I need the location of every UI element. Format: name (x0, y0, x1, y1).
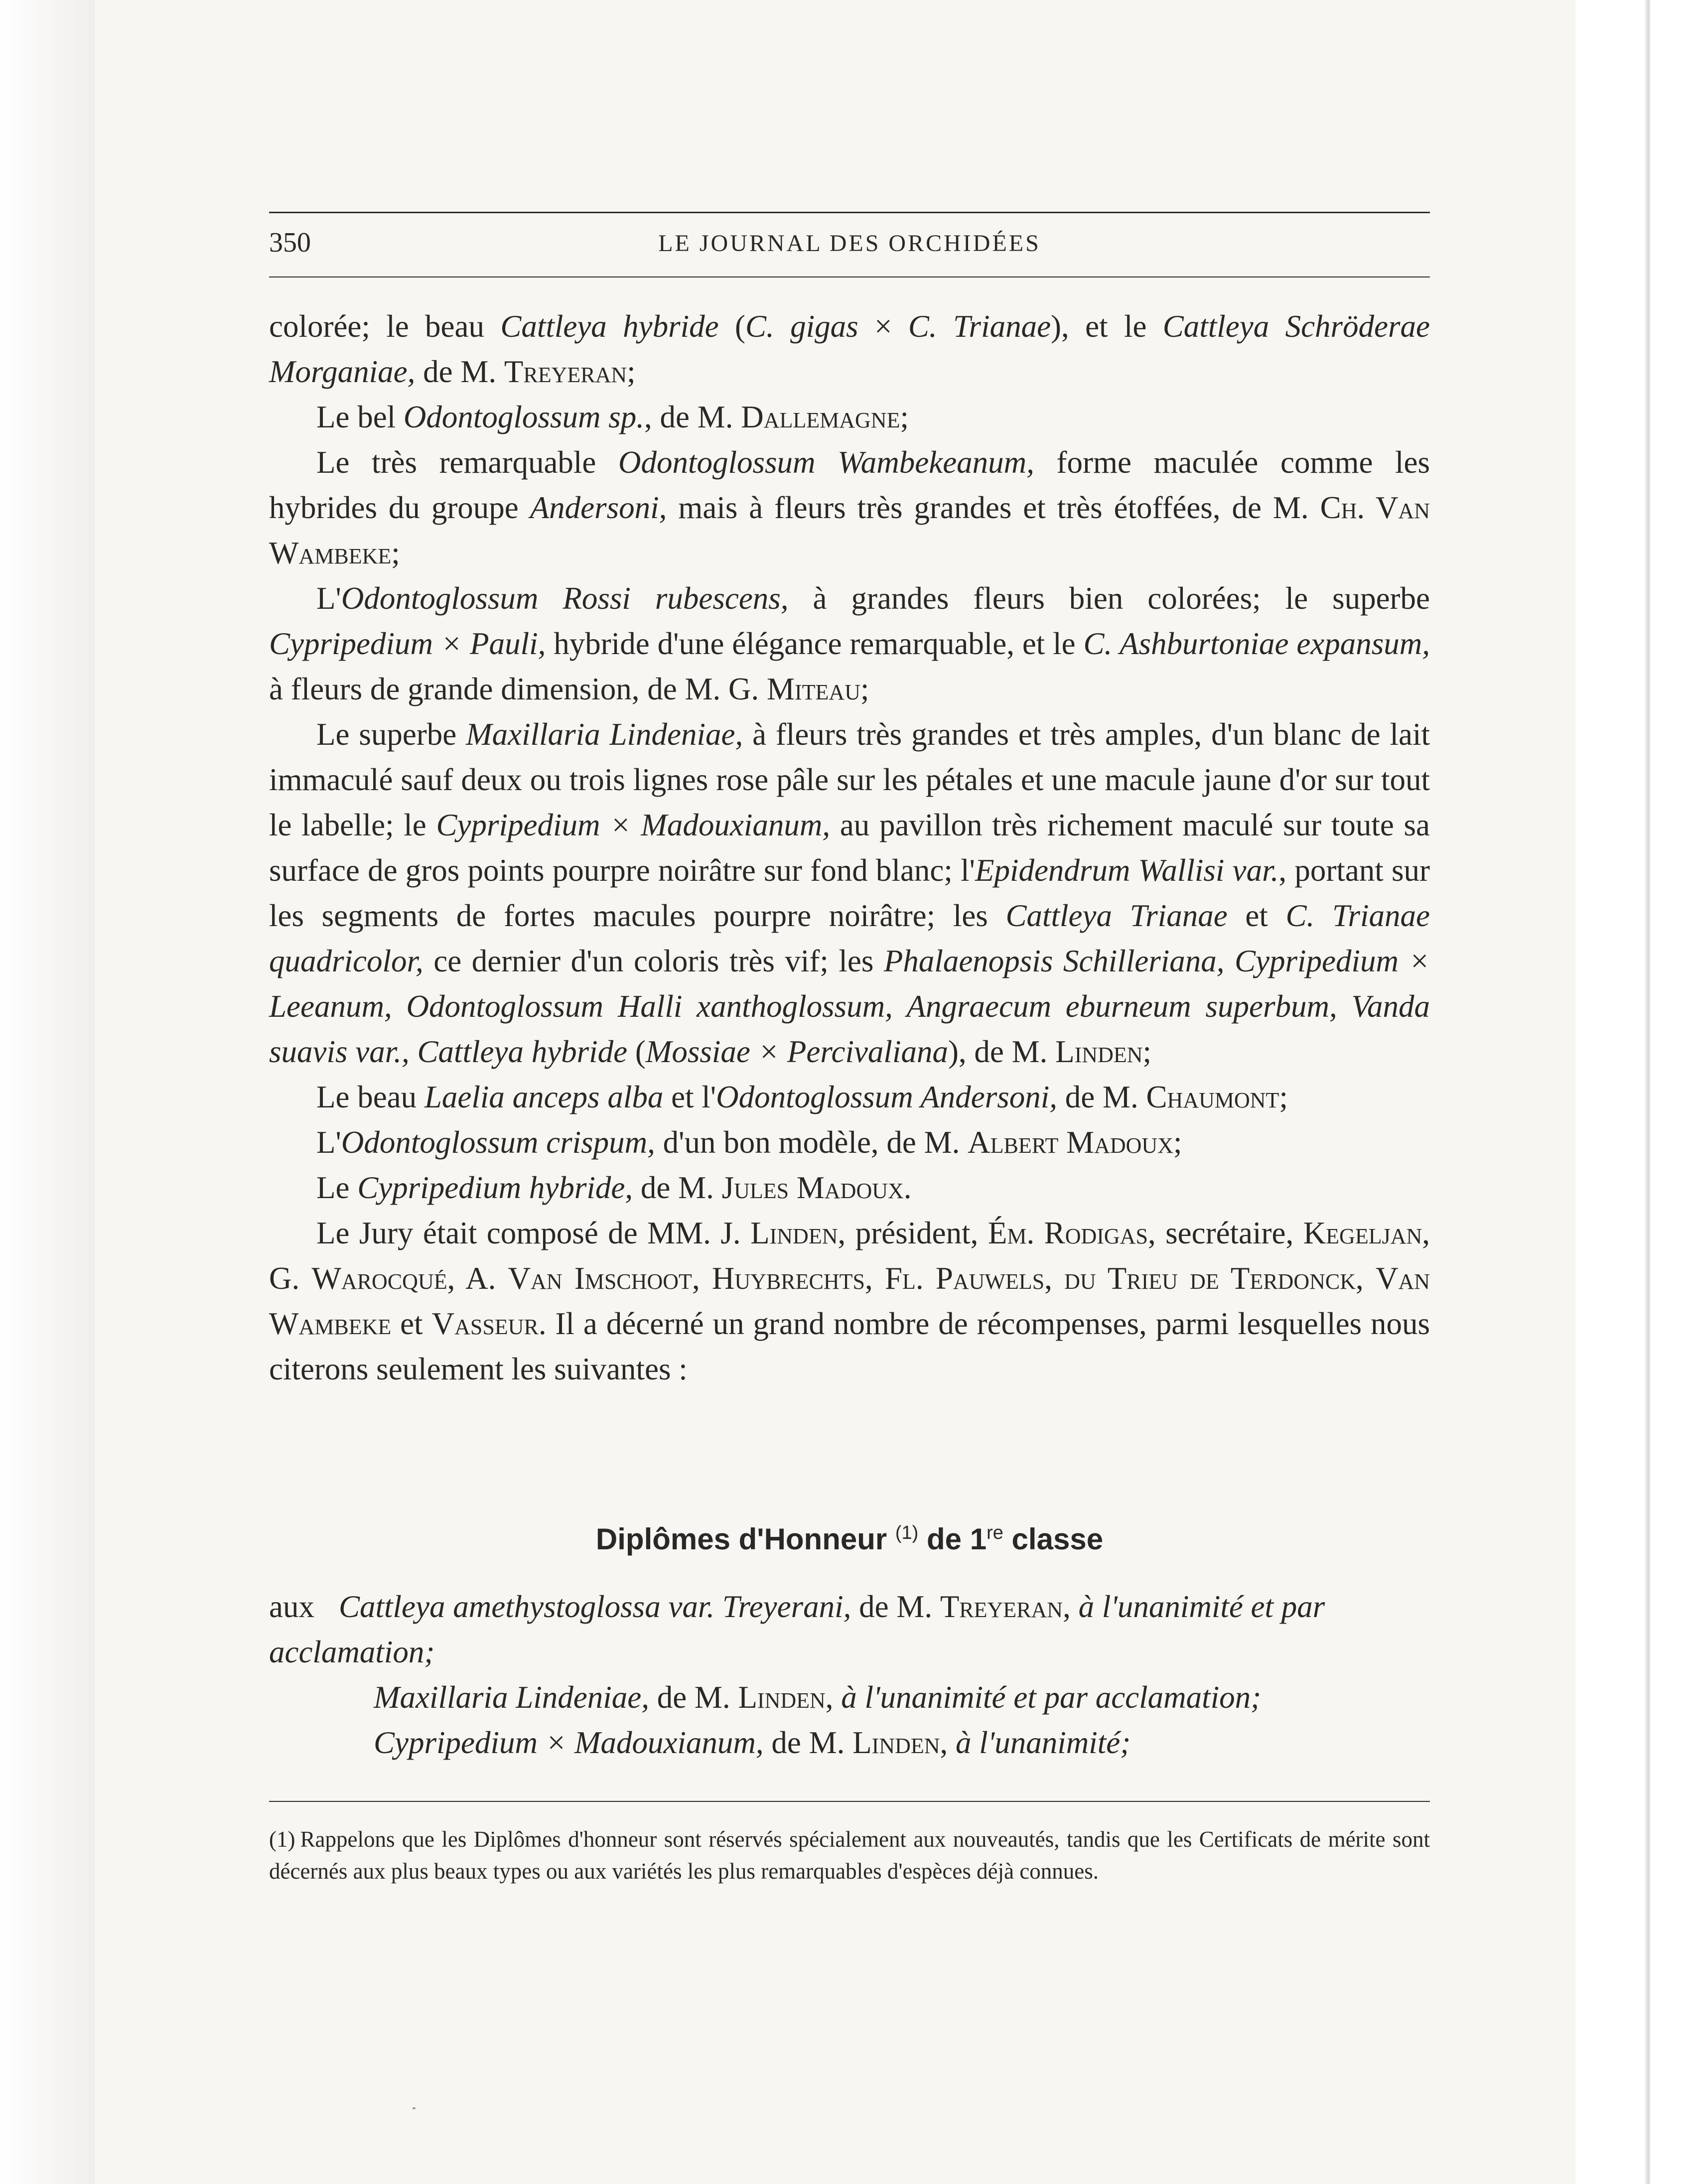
jury-name: Kegeljan (1303, 1216, 1422, 1250)
paragraph-6 (269, 1075, 1430, 1120)
species-name: Mossiae × Percivaliana (645, 1034, 948, 1069)
text: ), de M. (948, 1034, 1056, 1069)
text: , secrétaire, (1147, 1216, 1303, 1250)
page-number: 350 (269, 227, 311, 258)
species-name: Odontoglossum Andersoni, (716, 1080, 1058, 1114)
species-name: C. Trianae (908, 309, 1051, 344)
exhibitor-name: Jules Madoux (721, 1170, 904, 1205)
text: . (903, 1170, 912, 1205)
jury-name: du Trieu de Terdonck (1064, 1261, 1356, 1296)
running-head (269, 227, 1430, 262)
award-note: à l'unanimité et par acclamation; (841, 1680, 1262, 1715)
jury-name: Van Wambeke (269, 1261, 1430, 1341)
exhibitor-name: Chaumont (1146, 1080, 1279, 1114)
text: au pavillon très richement maculé sur toute sa surface de gros points pourpre noirâtre sur fond blanc; l' (269, 808, 1430, 888)
species-name: Maxillaria Lindeniae, (374, 1680, 649, 1715)
species-name: C. Trianae quadricolor, (269, 898, 1430, 978)
species-name: Cattleya amethystoglossa var. Treyerani, (339, 1589, 851, 1624)
species-name: Epidendrum Wallisi var. (975, 853, 1279, 888)
jury-name: Warocqué (311, 1261, 447, 1296)
scan-speck (413, 2107, 416, 2109)
text: , (1063, 1589, 1079, 1624)
species-name: Cypripedium × Madouxianum, (374, 1725, 764, 1760)
awards-list (269, 1584, 1430, 1766)
text: Le très remarquable (316, 445, 618, 480)
exhibitor-name: Linden (852, 1725, 940, 1760)
text: , (692, 1261, 712, 1296)
species-name: Odontoglossum Rossi rubescens, (341, 581, 789, 616)
award-note: à l'unanimité; (956, 1725, 1131, 1760)
species-name: C. Ashburtoniae expansum, (1083, 626, 1430, 661)
exhibitor-name: Linden (738, 1680, 826, 1715)
species-name: Cattleya hybride (500, 309, 719, 344)
exhibitor-name: Miteau (767, 672, 860, 706)
text: à fleurs de grande dimension, de M. G. (269, 672, 767, 706)
exhibitor-name: Treyeran (940, 1589, 1063, 1624)
article-body (269, 304, 1430, 1392)
text: ce dernier d'un coloris très vif; les (423, 944, 884, 978)
text: à grandes fleurs bien colorées; le superbe (788, 581, 1430, 616)
text: ; (860, 672, 869, 706)
text: d'un bon modèle, de M. (655, 1125, 968, 1160)
section-heading (269, 1522, 1430, 1556)
text: et l' (663, 1080, 716, 1114)
text: L' (316, 581, 341, 616)
paragraph-3 (269, 440, 1430, 576)
scan-margin-left (0, 0, 95, 2184)
species-name: Cypripedium × Pauli, (269, 626, 546, 661)
header-bottom-rule (269, 276, 1430, 277)
text: , (825, 1680, 842, 1715)
exhibitor-name: Albert Madoux (968, 1125, 1173, 1160)
scan-margin-right (1575, 0, 1690, 2184)
text: , A. (447, 1261, 508, 1296)
heading-text: Diplômes d'Honneur (595, 1522, 895, 1556)
award-lead: aux (269, 1589, 314, 1624)
text: mais à fleurs très grandes et très étoffées, de M. (667, 490, 1320, 525)
text: × (858, 309, 908, 344)
heading-ordinal: re (986, 1522, 1003, 1543)
species-name: Odontoglossum Wambekeanum, (618, 445, 1034, 480)
text: , (1044, 1261, 1065, 1296)
text: ; (1173, 1125, 1182, 1160)
award-entry (269, 1720, 1430, 1766)
jury-name: Vasseur (431, 1306, 539, 1341)
text: , de M. (644, 400, 741, 434)
text: , (940, 1725, 956, 1760)
text: ; (627, 354, 636, 389)
text: , G. (269, 1216, 1430, 1296)
text: de M. (415, 354, 504, 389)
text: et (391, 1306, 432, 1341)
jury-name: l. Pauwels (902, 1261, 1045, 1296)
exhibitor-name: Dallemagne (741, 400, 900, 434)
text: à fleurs très grandes et très amples, d'un blanc de lait immaculé sauf deux ou trois lignes rose pâle sur les pétales et une macule jaune d'or sur tout le labelle; le (269, 717, 1430, 842)
heading-text: classe (1003, 1522, 1104, 1556)
text: de M. (633, 1170, 722, 1205)
paragraph-5 (269, 712, 1430, 1075)
species-name: Andersoni, (530, 490, 667, 525)
text: de M. (763, 1725, 853, 1760)
text: , F (865, 1261, 902, 1296)
species-name: Odontoglossum sp. (403, 400, 644, 434)
paragraph-8 (269, 1165, 1430, 1211)
text: ; (1142, 1034, 1152, 1069)
text: , président, É (838, 1216, 1007, 1250)
text: de M. (649, 1680, 738, 1715)
text: . Il a décerné un grand nombre de récompenses, parmi lesquelles nous citerons seulement les suivantes : (269, 1306, 1430, 1386)
footnote (269, 1823, 1430, 1887)
text: Le (316, 1170, 358, 1205)
text: Le superbe (316, 717, 466, 752)
award-entry (269, 1675, 1430, 1720)
paragraph-9 (269, 1211, 1430, 1392)
text: ; (1279, 1080, 1288, 1114)
text: L' (316, 1125, 341, 1160)
text: Le bel (316, 400, 404, 434)
jury-name: Linden (750, 1216, 838, 1250)
text: de M. (1057, 1080, 1146, 1114)
paragraph-1 (269, 304, 1430, 395)
text: forme maculée comme les hybrides du groupe (269, 445, 1430, 525)
paragraph-7 (269, 1120, 1430, 1165)
species-name: Cypripedium hybride, (357, 1170, 633, 1205)
text: ), et le (1051, 309, 1163, 344)
exhibitor-name: Treyeran (504, 354, 627, 389)
text: Le beau (316, 1080, 424, 1114)
text: ( (627, 1034, 646, 1069)
species-name: Maxillaria Lindeniae, (466, 717, 743, 752)
heading-number: 1 (970, 1522, 987, 1556)
text: ; (900, 400, 909, 434)
text: Le Jury était composé de MM. J. (316, 1216, 751, 1250)
species-name: Odontoglossum crispum, (341, 1125, 655, 1160)
exhibitor-name: Linden (1055, 1034, 1143, 1069)
header-top-rule (269, 212, 1430, 213)
species-name: Phalaenopsis Schilleriana, Cypripedium × Leeanum, Odontoglossum Halli xanthoglossum, Angraecum eburneum superbum, Vanda suavis var., Cattleya hybride (269, 944, 1430, 1069)
journal-title: LE JOURNAL DES ORCHIDÉES (658, 230, 1041, 257)
species-name: Cattleya Schröderae Morganiae, (269, 309, 1430, 389)
text: colorée; le beau (269, 309, 501, 344)
award-entry (269, 1584, 1430, 1675)
text: et (1227, 898, 1286, 933)
award-note: à l'unanimité et par acclamation; (269, 1589, 1325, 1669)
text: , portant sur les segments de fortes macules pourpre noirâtre; les (269, 853, 1430, 933)
jury-name: m. Rodigas (1007, 1216, 1148, 1250)
footnote-text: Rappelons que les Diplômes d'honneur sont réservés spécialement aux nouveautés, tandis que les Certificats de mérite sont décernés aux plus beaux types ou aux variétés les plus remarquables d'espèces déjà connues. (269, 1827, 1430, 1884)
jury-name: Huybrechts (711, 1261, 865, 1296)
text: ; (391, 536, 400, 570)
text: de M. (851, 1589, 940, 1624)
text: , (1356, 1261, 1376, 1296)
exhibitor-name: Ch. Van Wambeke (269, 490, 1430, 570)
paragraph-2 (269, 395, 1430, 440)
jury-name: Van Imschoot (508, 1261, 692, 1296)
species-name: Cattleya Trianae (1005, 898, 1228, 933)
text: hybride d'une élégance remarquable, et le (546, 626, 1084, 661)
footnote-number: (1) (269, 1827, 295, 1852)
footnote-rule (269, 1801, 1430, 1802)
text: ( (718, 309, 745, 344)
species-name: C. gigas (745, 309, 858, 344)
species-name: Cypripedium × Madouxianum, (436, 808, 831, 842)
footnote-ref: (1) (895, 1522, 919, 1543)
heading-text: de (918, 1522, 970, 1556)
paragraph-4 (269, 576, 1430, 712)
species-name: Laelia anceps alba (424, 1080, 664, 1114)
